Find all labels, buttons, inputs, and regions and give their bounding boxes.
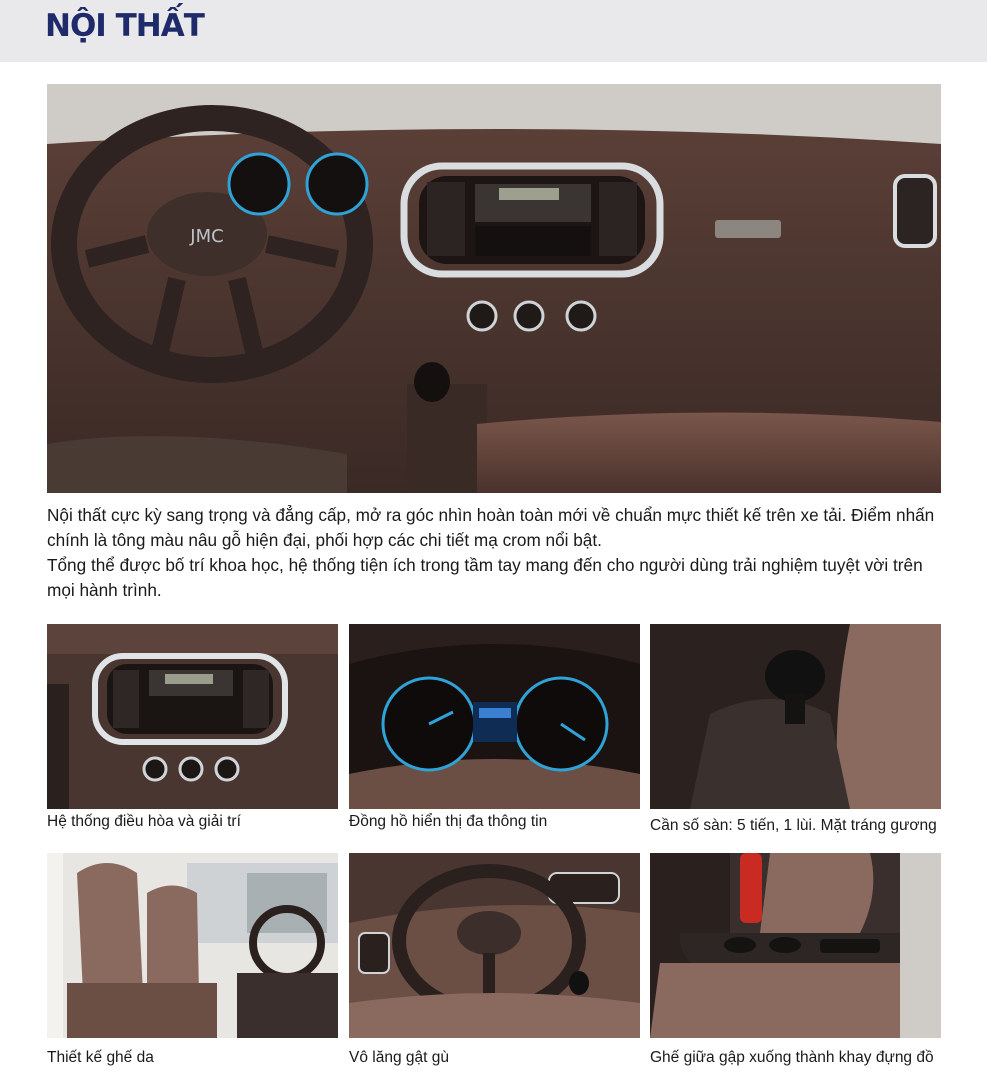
tilt-steering-photo [349, 853, 640, 1038]
section-header [0, 0, 987, 62]
intro-text [47, 503, 947, 603]
caption-instrument-cluster: Đồng hồ hiển thị đa thông tin [349, 813, 548, 830]
gear-shifter-photo [650, 624, 941, 809]
intro-paragraph-2: Tổng thể được bố trí khoa học, hệ thống tiện ích trong tầm tay mang đến cho người dùng trải nghiệm tuyệt vời trên mọi hành trình. [47, 555, 923, 600]
fold-tray-seat-photo [650, 853, 941, 1038]
intro-paragraph-1: Nội thất cực kỳ sang trọng và đẳng cấp, mở ra góc nhìn hoàn toàn mới về chuẩn mực thiết kế trên xe tải. Điểm nhấn chính là tông màu nâu gỗ hiện đại, phối hợp các chi tiết mạ crom nổi bật. [47, 505, 935, 550]
steering-logo: JMC [190, 226, 224, 247]
caption-leather-seats: Thiết kế ghế da [47, 1049, 154, 1066]
hero-interior-illustration [47, 84, 941, 493]
caption-gear-shifter: Cần số sàn: 5 tiến, 1 lùi. Mặt tráng gương [650, 817, 937, 834]
caption-climate-entertainment: Hệ thống điều hòa và giải trí [47, 813, 241, 830]
climate-entertainment-photo [47, 624, 338, 809]
leather-seats-photo [47, 853, 338, 1038]
caption-fold-tray-seat: Ghế giữa gập xuống thành khay đựng đồ [650, 1049, 934, 1066]
section-title: NỘI THẤT [45, 8, 204, 44]
caption-tilt-steering: Vô lăng gật gù [349, 1049, 449, 1066]
hero-interior-photo [47, 84, 941, 493]
instrument-cluster-photo [349, 624, 640, 809]
